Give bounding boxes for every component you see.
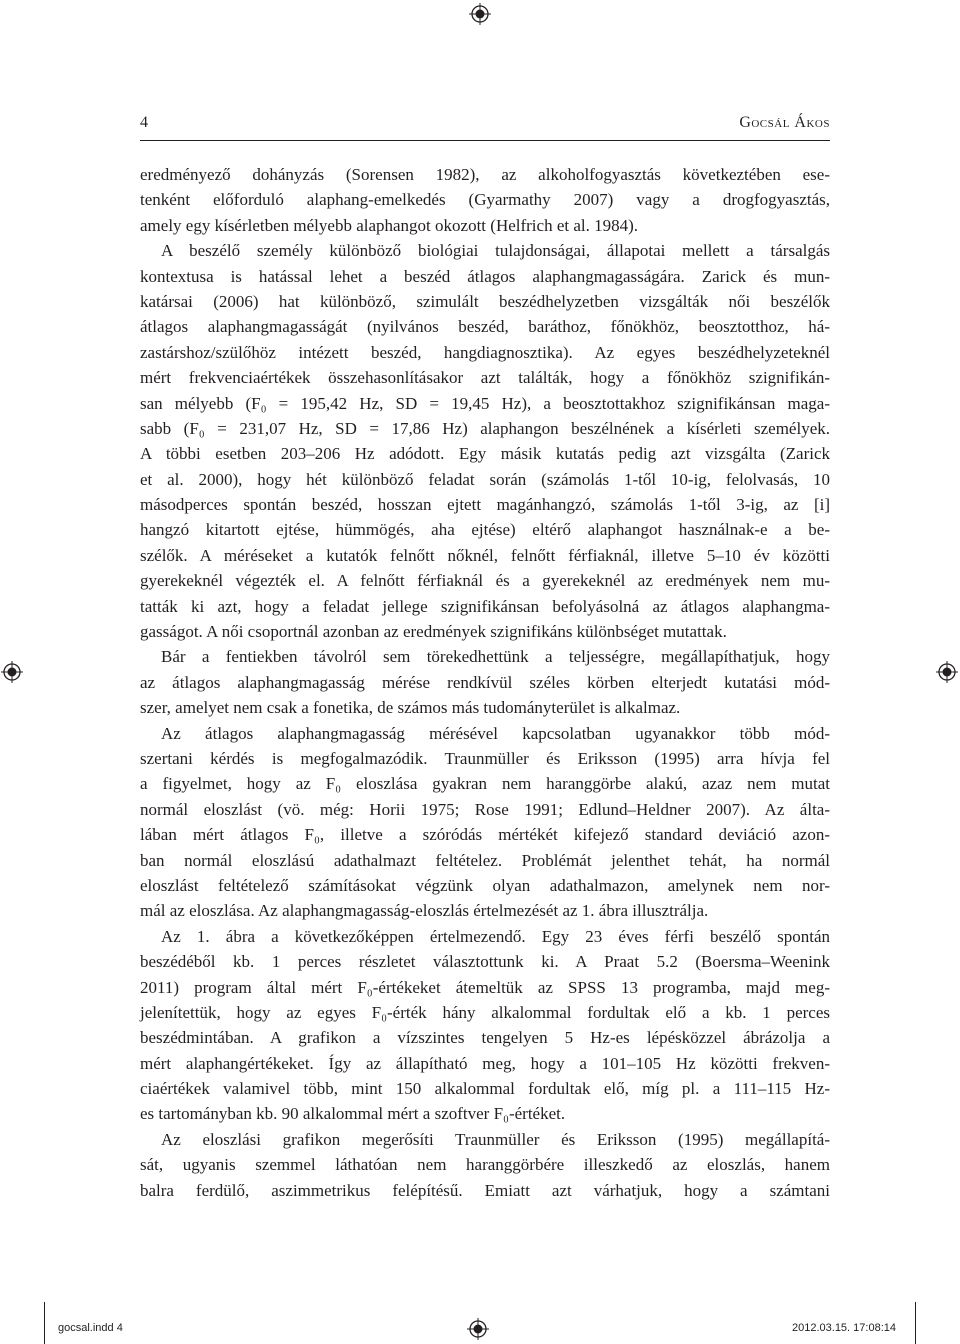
registration-mark-top-icon <box>469 3 491 25</box>
registration-mark-right-icon <box>936 661 958 683</box>
crop-mark-bottom-left <box>44 1302 45 1344</box>
text-line: szélők. A méréseket a kutatók felnőtt nőknél, felnőtt férfiaknál, illetve 5–10 év közötti <box>140 545 830 565</box>
page-header <box>140 114 830 141</box>
text-line: katársai (2006) hat különböző, szimulált beszédhelyzetben vizsgálták női beszélők <box>140 291 830 311</box>
text-line: Az 1. ábra a következőképpen értelmezendő. Egy 23 éves férfi beszélő spontán <box>161 926 830 946</box>
registration-mark-left-icon <box>1 661 23 683</box>
text-line: ciaértékek valamivel több, mint 150 alkalommal fordultak elő, míg pl. a 111–115 Hz- <box>140 1079 830 1099</box>
registration-mark-bottom-icon <box>467 1318 489 1340</box>
text-line: mért alaphangértékeket. Így az állapítható meg, hogy a 101–105 Hz közötti frekven- <box>140 1053 830 1073</box>
crop-mark-bottom-right <box>915 1302 916 1344</box>
text-line: átlagos alaphangmagasságát (nyilvános beszéd, baráthoz, főnökhöz, beosztotthoz, há- <box>140 317 830 337</box>
text-line: beszédmintában. A grafikon a vízszintes tengelyen 5 Hz-es lépésközzel ábrázolja a <box>140 1028 830 1048</box>
text-line: eloszlást feltételező számításokat végzünk olyan adathalmazon, amelynek nem nor- <box>140 875 830 895</box>
text-line: Bár a fentiekben távolról sem törekedhettünk a teljességre, megállapíthatjuk, hogy <box>161 647 830 667</box>
text-line: 2011) program által mért F₀-értékeket átemeltük az SPSS 13 programba, majd meg- <box>140 977 830 997</box>
text-line: sabb (F₀ = 231,07 Hz, SD = 17,86 Hz) alaphangon beszélnének a kísérleti személyek. <box>140 418 830 438</box>
text-line: Az átlagos alaphangmagasság mérésével kapcsolatban ugyanakkor több mód- <box>161 723 830 743</box>
text-line: amely egy kísérletben mélyebb alaphangot okozott (Helfrich et al. 1984). <box>140 215 639 235</box>
text-line: Az eloszlási grafikon megerősíti Traunmüller és Eriksson (1995) megállapítá- <box>161 1129 830 1149</box>
footer-timestamp: 2012.03.15. 17:08:14 <box>792 1322 896 1334</box>
text-line: szertani kérdés is megfogalmazódik. Traunmüller és Eriksson (1995) arra hívja fel <box>140 748 830 768</box>
text-line: sát, ugyanis szemmel láthatóan nem haranggörbére illeszkedő az eloszlás, hanem <box>140 1155 830 1175</box>
text-line: tenként előforduló alaphang-emelkedés (Gyarmathy 2007) vagy a drogfogyasztás, <box>140 190 830 210</box>
page-number: 4 <box>140 114 148 131</box>
text-line: eredményező dohányzás (Sorensen 1982), az alkoholfogyasztás következtében ese- <box>140 165 830 184</box>
text-line: gyerekeknél végezték el. A felnőtt férfiaknál és a gyerekeknél az eredmények nem mu- <box>140 571 830 591</box>
text-line: mért frekvenciaértékek összehasonlításakor azt találták, hogy a főnökhöz szignifikán- <box>140 368 830 388</box>
text-line: ban normál eloszlású adathalmazt feltételez. Problémát jelenthet tehát, ha normál <box>140 850 830 870</box>
text-line: szer, amelyet nem csak a fonetika, de számos más tudományterület is alkalmaz. <box>140 698 681 718</box>
text-line: normál eloszlást (vö. még: Horii 1975; Rose 1991; Edlund–Heldner 2007). Az álta- <box>140 799 830 819</box>
text-line: mál az eloszlása. Az alaphangmagasság-eloszlás értelmezését az 1. ábra illusztrálja. <box>140 901 709 921</box>
text-line: beszédéből kb. 1 perces részletet választottunk ki. A Praat 5.2 (Boersma–Weenink <box>140 952 830 972</box>
text-line: kontextusa is hatással lehet a beszéd átlagos alaphangmagasságára. Zarick és mun- <box>140 266 830 286</box>
text-line: másodperces spontán beszéd, hosszan ejtett magánhangzó, számolás 1-től 3-ig, az [i] <box>140 495 830 515</box>
text-line: gasságot. A női csoportnál azonban az eredmények szignifikáns különbséget mutattak. <box>140 622 727 642</box>
body-text <box>140 162 830 1203</box>
text-line: lában mért átlagos F₀, illetve a szóródás mértékét kifejező standard deviáció azon- <box>140 825 830 845</box>
text-line: hangzó kitartott ejtése, hümmögés, aha ejtése) eltérő alaphangot használnak-e a be- <box>140 520 830 540</box>
running-head: Gocsál Ákos <box>739 114 830 131</box>
text-line: A beszélő személy különböző biológiai tulajdonságai, állapotai mellett a társalgás <box>161 241 830 261</box>
text-line: tatták ki azt, hogy a feladat jellege szignifikánsan befolyásolná az átlagos alaphangma- <box>140 596 830 616</box>
text-line: balra ferdülő, aszimmetrikus felépítésű. Emiatt azt várhatjuk, hogy a számtani <box>140 1180 830 1200</box>
footer-file-name: gocsal.indd 4 <box>58 1322 123 1334</box>
text-line: a figyelmet, hogy az F₀ eloszlása gyakran nem haranggörbe alakú, azaz nem mutat <box>140 774 830 794</box>
text-line: san mélyebb (F₀ = 195,42 Hz, SD = 19,45 Hz), a beosztottakhoz szignifikánsan maga- <box>140 393 830 413</box>
text-line: az átlagos alaphangmagasság mérése rendkívül széles körben elterjedt kutatási mód- <box>140 672 830 692</box>
text-line: A többi esetben 203–206 Hz adódott. Egy másik kutatás pedig azt vizsgálta (Zarick <box>140 444 830 464</box>
text-line: es tartományban kb. 90 alkalommal mért a szoftver F₀-értéket. <box>140 1104 566 1124</box>
text-line: et al. 2000), hogy hét különböző feladat során (számolás 1-től 10-ig, felolvasás, 10 <box>140 469 830 489</box>
text-line: zastárshoz/szülőhöz intézett beszéd, hangdiagnosztika). Az egyes beszédhelyzeteknél <box>140 342 830 362</box>
text-line: jelenítettük, hogy az egyes F₀-érték hány alkalommal fordultak elő a kb. 1 perces <box>140 1002 830 1022</box>
